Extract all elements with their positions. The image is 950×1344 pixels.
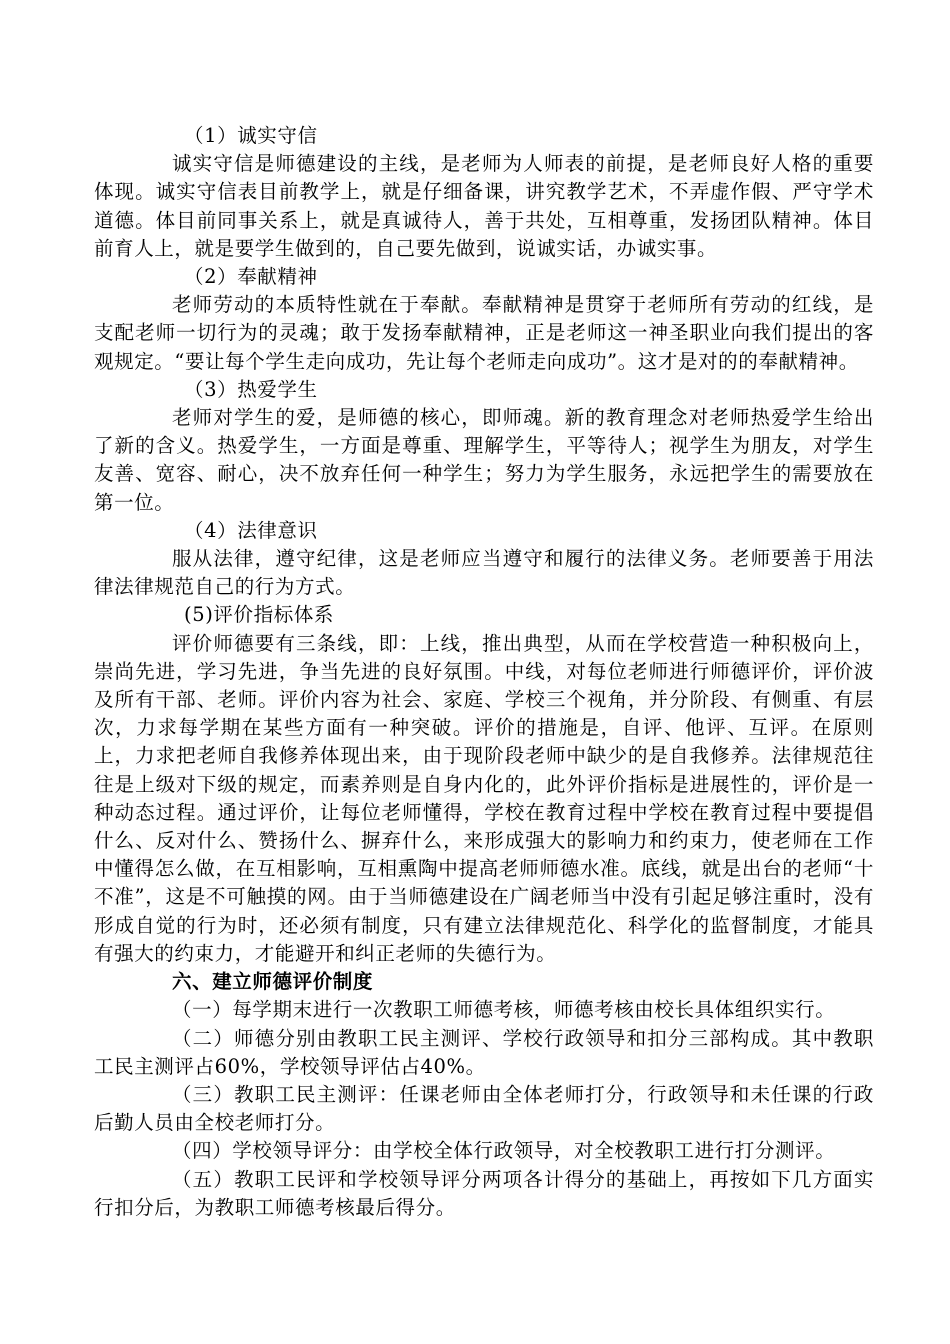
document-body — [94, 122, 874, 1222]
paragraph-dedication: 老师劳动的本质特性就在于奉献。奉献精神是贯穿于老师所有劳动的红线，是支配老师一切行为的灵魂；敢于发扬奉献精神，正是老师这一神圣职业向我们提出的客观规定。“要让每个学生走向成功，先让每个老师走向成功”。这才是对的的奉献精神。 — [94, 293, 874, 373]
rule-item-2: （二）师德分别由教职工民主测评、学校行政领导和扣分三部构成。其中教职工民主测评占60%，学校领导评估占40%。 — [94, 1026, 874, 1078]
subheading-evaluation-system: (5)评价指标体系 — [184, 603, 335, 627]
rule-item-5: （五）教职工民评和学校领导评分两项各计得分的基础上，再按如下几方面实行扣分后，为教职工师德考核最后得分。 — [94, 1167, 874, 1219]
subheading-love-students: （3）热爱学生 — [184, 377, 318, 401]
rule-item-3: （三）教职工民主测评：任课老师由全体老师打分，行政领导和未任课的行政后勤人员由全校老师打分。 — [94, 1082, 874, 1135]
paragraph-honesty: 诚实守信是师德建设的主线，是老师为人师表的前提，是老师良好人格的重要体现。诚实守信表目前教学上，就是仔细备课，讲究教学艺术，不弄虚作假、严守学术道德。体目前同事关系上，就是真诚待人，善于共处，互相尊重，发扬团队精神。体目前育人上，就是要学生做到的，自己要先做到，说诚实话，办诚实事。 — [94, 152, 874, 260]
rule-item-4: （四）学校领导评分：由学校全体行政领导，对全校教职工进行打分测评。 — [172, 1139, 836, 1163]
paragraph-legal-awareness: 服从法律，遵守纪律，这是老师应当遵守和履行的法律义务。老师要善于用法律法律规范自己的行为方式。 — [94, 547, 874, 599]
subheading-legal-awareness: （4）法律意识 — [184, 518, 318, 542]
subheading-honesty: （1）诚实守信 — [184, 124, 318, 147]
section-title-six: 六、建立师德评价制度 — [172, 970, 374, 994]
paragraph-love-students: 老师对学生的爱，是师德的核心，即师魂。新的教育理念对老师热爱学生给出了新的含义。热爱学生，一方面是尊重、理解学生，平等待人；视学生为朋友，对学生友善、宽容、耐心，决不放弃任何一种学生；努力为学生服务，永远把学生的需要放在第一位。 — [94, 406, 874, 514]
paragraph-evaluation-system: 评价师德要有三条线，即：上线，推出典型，从而在学校营造一种积极向上，崇尚先进，学习先进，争当先进的良好氛围。中线，对每位老师进行师德评价，评价波及所有干部、老师。评价内容为社会、家庭、学校三个视角，并分阶段、有侧重、有层次，力求每学期在某些方面有一种突破。评价的措施是，自评、他评、互评。在原则上，力求把老师自我修养体现出来，由于现阶段老师中缺少的是自我修养。法律规范往往是上级对下级的规定，而素养则是自身内化的，此外评价指标是进展性的，评价是一种动态过程。通过评价，让每位老师懂得，学校在教育过程中学校在教育过程中要提倡什么、反对什么、赞扬什么、摒弃什么，来形成强大的影响力和约束力，使老师在工作中懂得怎么做，在互相影响，互相熏陶中提高老师师德水准。底线，就是出台的老师“十不准”，这是不可触摸的网。由于当师德建设在广阔老师当中没有引起足够注重时，没有形成自觉的行为时，还必须有制度，只有建立法律规范化、科学化的监督制度，才能具有强大的约束力，才能避开和纠正老师的失德行为。 — [94, 631, 874, 965]
rule-item-1: （一）每学期末进行一次教职工师德考核，师德考核由校长具体组织实行。 — [172, 998, 836, 1022]
subheading-dedication: （2）奉献精神 — [184, 265, 318, 289]
